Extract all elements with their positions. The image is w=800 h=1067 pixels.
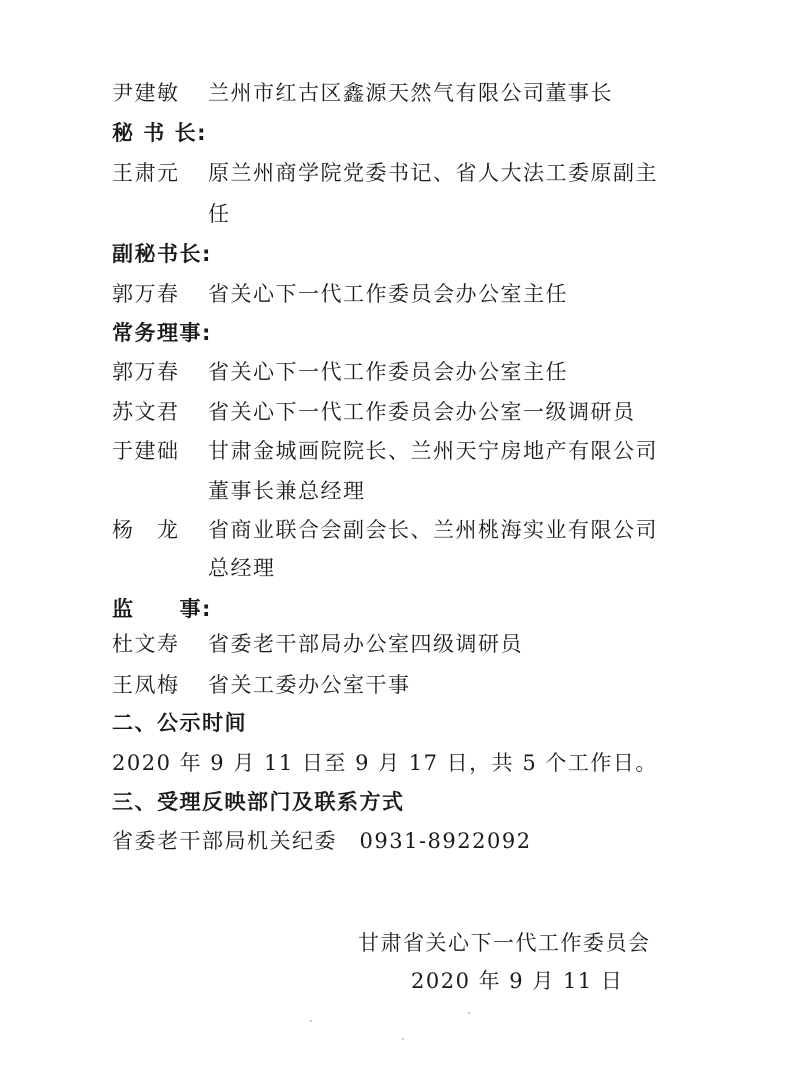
member-name: 王肃元	[112, 161, 180, 185]
member-title: 省商业联合会副会长、兰州桃海实业有限公司	[208, 518, 658, 542]
member-name: 苏文君	[112, 400, 180, 424]
scan-speck	[468, 1012, 470, 1014]
member-title-continuation: 任	[208, 202, 231, 226]
member-row	[112, 279, 568, 309]
member-row	[112, 357, 568, 387]
section-heading-publicity-period: 二、公示时间	[112, 711, 247, 735]
member-row	[112, 78, 613, 108]
section-heading-deputy-secretary: 副秘书长:	[112, 242, 212, 266]
publicity-period-text: 2020 年 9 月 11 日至 9 月 17 日，共 5 个工作日。	[112, 751, 658, 775]
member-name: 杜文寿	[112, 632, 180, 656]
member-row	[112, 670, 411, 700]
member-title: 省委老干部局办公室四级调研员	[208, 632, 523, 656]
member-row	[112, 629, 523, 659]
member-row	[112, 436, 658, 466]
member-title: 兰州市红古区鑫源天然气有限公司董事长	[208, 81, 613, 105]
member-name: 于建础	[112, 439, 180, 463]
section-heading-secretary-general: 秘 书 长:	[112, 121, 208, 145]
member-title: 甘肃金城画院院长、兰州天宁房地产有限公司	[208, 439, 658, 463]
signature-date: 2020 年 9 月 11 日	[411, 969, 624, 993]
member-title: 省关心下一代工作委员会办公室一级调研员	[208, 400, 636, 424]
member-title: 省关工委办公室干事	[208, 673, 411, 697]
member-name: 尹建敏	[112, 81, 180, 105]
member-row	[112, 515, 658, 545]
scan-speck	[402, 1038, 404, 1040]
scan-speck	[310, 1020, 312, 1022]
member-name: 杨 龙	[112, 518, 180, 542]
section-heading-supervisors: 监 事:	[112, 597, 212, 621]
member-name: 郭万春	[112, 282, 180, 306]
member-name: 郭万春	[112, 360, 180, 384]
section-heading-standing-directors: 常务理事:	[112, 321, 212, 345]
member-title-continuation: 总经理	[208, 556, 276, 580]
member-row	[112, 397, 636, 427]
member-title: 省关心下一代工作委员会办公室主任	[208, 282, 568, 306]
signature-organization: 甘肃省关心下一代工作委员会	[358, 931, 651, 955]
member-row	[112, 158, 658, 188]
member-name: 王凤梅	[112, 673, 180, 697]
member-title: 省关心下一代工作委员会办公室主任	[208, 360, 568, 384]
member-title-continuation: 董事长兼总经理	[208, 479, 366, 503]
section-heading-contact: 三、受理反映部门及联系方式	[112, 790, 405, 814]
contact-text: 省委老干部局机关纪委 0931-8922092	[112, 829, 532, 853]
member-title: 原兰州商学院党委书记、省人大法工委原副主	[208, 161, 658, 185]
